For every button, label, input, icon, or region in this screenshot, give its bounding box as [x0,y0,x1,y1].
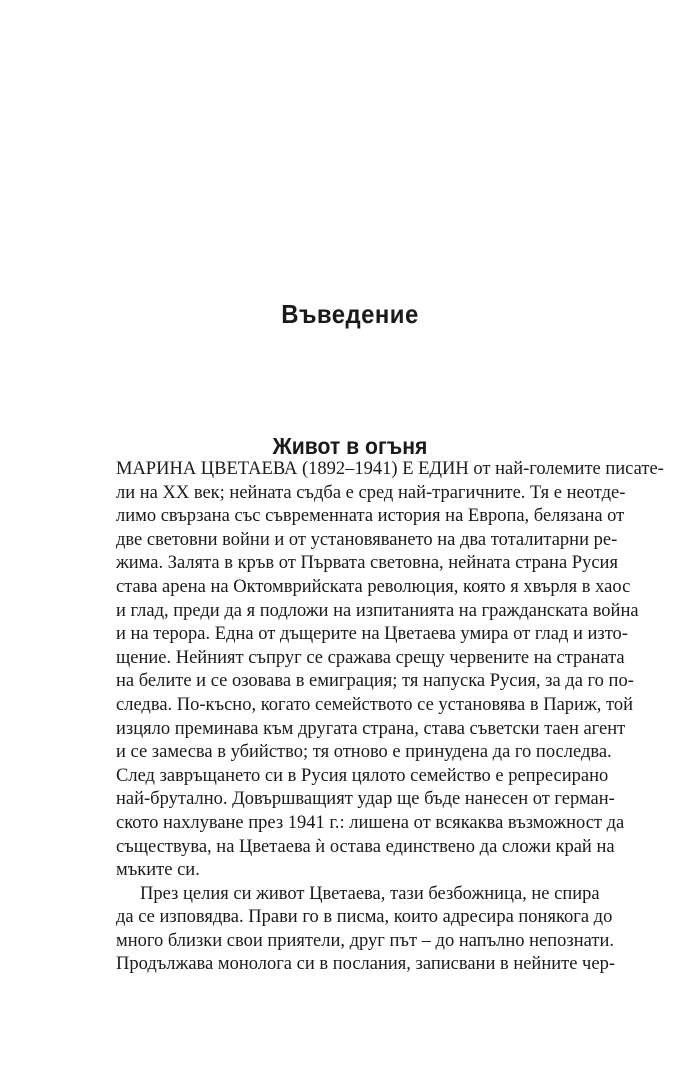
text-line: лимо свързана със съвременната история на Европа, белязана от [116,506,625,527]
text-line: съществува, на Цветаева ѝ остава единствено да сложи край на [116,836,615,857]
paragraph-1 [116,458,664,883]
text-line: жима. Залята в кръв от Първата световна, нейната страна Русия [116,553,618,574]
body-text [116,458,664,977]
text-line: След завръщането си в Русия цялото семейство е репресирано [116,765,609,786]
text-line: щение. Нейният съпруг се сражава срещу червените на страната [116,647,625,668]
text-line: две световни войни и от установяването на два тоталитарни ре- [116,529,618,550]
chapter-title: Въведение [281,299,419,330]
text-line: на белите и се озовава в емиграция; тя напуска Русия, за да го по- [116,671,634,692]
text-line: Продължава монолога си в послания, записвани в нейните чер- [116,954,615,975]
text-line: През целия си живот Цветаева, тази безбожница, не спира [140,883,600,904]
text-line: следва. По-късно, когато семейството се установява в Париж, той [116,694,633,715]
text-line: ското нахлуване през 1941 г.: лишена от всякаква възможност да [116,812,625,833]
section-title: Живот в огъня [272,433,428,460]
text-line: и се замесва в убийство; тя отново е принудена да го последва. [116,742,612,763]
text-line: най-брутално. Довършващият удар ще бъде нанесен от герман- [116,789,615,810]
text-line: и глад, преди да я подложи на изпитанията на гражданската война [116,600,639,621]
paragraph-2 [116,883,615,977]
text-line: става арена на Октомврийската революция, която я хвърля в хаос [116,576,631,597]
text-line: да се изповядва. Прави го в писма, които адресира понякога до [116,907,613,928]
text-line: МАРИНА ЦВЕТАЕВА (1892–1941) Е ЕДИН от най-големите писате- [116,459,664,479]
text-line: и на терора. Една от дъщерите на Цветаева умира от глад и изто- [116,624,628,645]
text-line: мъките си. [116,860,200,881]
text-line: изцяло преминава към другата страна, става съветски таен агент [116,718,626,739]
text-line: ли на XX век; нейната съдба е сред най-трагичните. Тя е неотде- [116,482,626,503]
text-line: много близки свои приятели, друг път – до напълно непознати. [116,930,614,951]
